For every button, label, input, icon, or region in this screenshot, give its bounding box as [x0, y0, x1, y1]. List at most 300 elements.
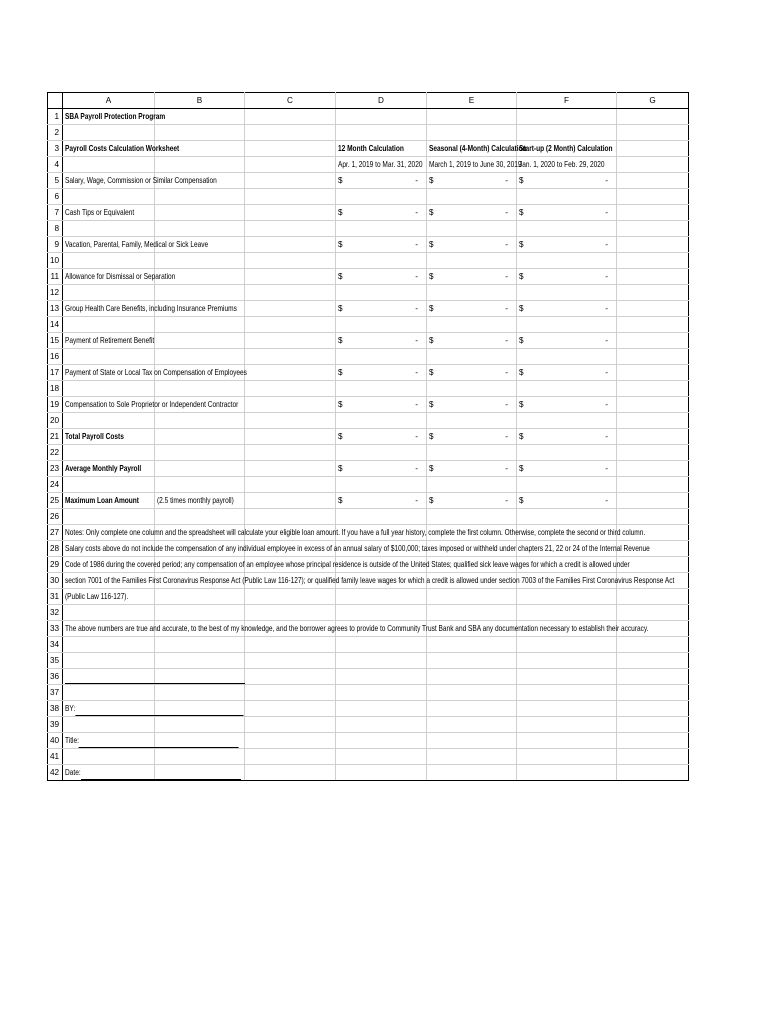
cell	[336, 397, 427, 413]
cell	[427, 349, 517, 365]
currency-value[interactable]	[338, 301, 424, 316]
amount-value: -	[605, 208, 608, 217]
cell	[336, 349, 427, 365]
row-number: 3	[48, 141, 63, 157]
calc-period-startup: Jan. 1, 2020 to Feb. 29, 2020	[519, 160, 605, 169]
cell	[63, 541, 650, 557]
currency-value[interactable]	[338, 493, 424, 508]
cell	[63, 765, 155, 781]
currency-value[interactable]	[429, 493, 514, 508]
cell	[427, 413, 517, 429]
row-number: 31	[48, 589, 63, 605]
cell	[336, 381, 427, 397]
currency-value[interactable]	[429, 173, 514, 188]
currency-symbol: $	[338, 368, 343, 377]
column-header-row	[48, 93, 689, 109]
cell	[63, 253, 155, 269]
cell	[517, 605, 617, 621]
cell	[245, 381, 336, 397]
cell	[517, 429, 617, 445]
cell	[155, 429, 245, 445]
signature-blank[interactable]	[75, 705, 243, 716]
cell	[245, 349, 336, 365]
row-number: 23	[48, 461, 63, 477]
cell	[63, 669, 155, 685]
cell	[427, 317, 517, 333]
row-number: 32	[48, 605, 63, 621]
cell	[63, 413, 155, 429]
table-row	[48, 669, 689, 685]
currency-value[interactable]	[519, 493, 614, 508]
cell	[336, 669, 427, 685]
cell	[245, 765, 336, 781]
signature-line[interactable]	[65, 701, 243, 716]
row-number: 39	[48, 717, 63, 733]
cell	[517, 157, 617, 173]
table-row	[48, 701, 689, 717]
cell	[155, 317, 245, 333]
amount-value: -	[415, 240, 418, 249]
table-row	[48, 589, 689, 605]
cell	[517, 397, 617, 413]
currency-value[interactable]	[429, 301, 514, 316]
column-header-a: A	[63, 93, 155, 109]
cell	[517, 349, 617, 365]
currency-value[interactable]	[519, 269, 614, 284]
cell	[245, 429, 336, 445]
amount-value: -	[505, 400, 508, 409]
currency-value[interactable]	[519, 429, 614, 444]
cell	[427, 733, 517, 749]
cell	[617, 365, 689, 381]
cell	[155, 189, 245, 205]
table-row	[48, 157, 689, 173]
table-row	[48, 445, 689, 461]
cell	[245, 189, 336, 205]
cell	[245, 285, 336, 301]
currency-value[interactable]	[519, 397, 614, 412]
table-row	[48, 365, 689, 381]
currency-symbol: $	[338, 400, 343, 409]
cell	[63, 589, 155, 605]
cell	[245, 749, 336, 765]
cell	[155, 477, 245, 493]
cell	[155, 637, 245, 653]
currency-value[interactable]	[429, 205, 514, 220]
cell	[617, 253, 689, 269]
cell	[336, 765, 427, 781]
cell	[336, 173, 427, 189]
row-number: 7	[48, 205, 63, 221]
currency-value[interactable]	[338, 397, 424, 412]
cell	[63, 125, 155, 141]
cell	[617, 445, 689, 461]
currency-value[interactable]	[519, 365, 614, 380]
currency-value[interactable]	[429, 269, 514, 284]
cell	[63, 733, 155, 749]
row-number: 16	[48, 349, 63, 365]
cell	[63, 157, 155, 173]
table-row	[48, 333, 689, 349]
currency-symbol: $	[429, 464, 434, 473]
cell	[336, 237, 427, 253]
currency-value[interactable]	[519, 333, 614, 348]
cell	[617, 765, 689, 781]
row-number: 15	[48, 333, 63, 349]
cell	[617, 733, 689, 749]
currency-value[interactable]	[338, 429, 424, 444]
cell	[517, 125, 617, 141]
cell	[517, 685, 617, 701]
cell	[517, 333, 617, 349]
table-row	[48, 205, 689, 221]
cell	[517, 221, 617, 237]
table-row	[48, 749, 689, 765]
amount-value: -	[605, 176, 608, 185]
cell	[155, 109, 245, 125]
cell	[336, 717, 427, 733]
signature-line[interactable]	[65, 669, 245, 684]
currency-value[interactable]	[338, 365, 424, 380]
cell	[617, 285, 689, 301]
currency-symbol: $	[429, 432, 434, 441]
signature-blank[interactable]	[65, 673, 245, 684]
table-row	[48, 493, 689, 509]
cell	[63, 189, 155, 205]
currency-value[interactable]	[429, 365, 514, 380]
signature-blank[interactable]	[79, 737, 239, 748]
cell	[336, 301, 427, 317]
row-number: 2	[48, 125, 63, 141]
cell	[245, 493, 336, 509]
cell	[155, 653, 245, 669]
cell	[155, 685, 245, 701]
column-header-g: G	[617, 93, 689, 109]
cell	[617, 669, 689, 685]
cell	[245, 509, 336, 525]
table-row	[48, 653, 689, 669]
cell	[336, 317, 427, 333]
cell	[517, 589, 617, 605]
cell	[517, 205, 617, 221]
cell	[63, 557, 630, 573]
amount-value: -	[505, 272, 508, 281]
cell	[336, 637, 427, 653]
cell	[63, 621, 649, 637]
row-number: 29	[48, 557, 63, 573]
column-header-c: C	[245, 93, 336, 109]
cell	[336, 333, 427, 349]
currency-symbol: $	[429, 208, 434, 217]
signature-label: Date:	[65, 768, 81, 777]
row-number: 17	[48, 365, 63, 381]
cell	[63, 381, 155, 397]
currency-value[interactable]	[338, 173, 424, 188]
cell	[617, 429, 689, 445]
cell	[155, 413, 245, 429]
cell	[155, 221, 245, 237]
cell	[245, 125, 336, 141]
cell	[336, 589, 427, 605]
cell	[63, 365, 247, 381]
row-number: 12	[48, 285, 63, 301]
cell	[155, 445, 245, 461]
row-number: 11	[48, 269, 63, 285]
cell	[155, 381, 245, 397]
cell	[155, 349, 245, 365]
cell	[617, 653, 689, 669]
table-row	[48, 301, 689, 317]
cell	[336, 285, 427, 301]
cell	[517, 765, 617, 781]
table-row	[48, 349, 689, 365]
cell	[336, 141, 427, 157]
note-text: Notes: Only complete one column and the spreadsheet will calculate your eligible loan amount. If you have a full year history, complete the first column. Otherwise, complete the second or third column.	[65, 528, 646, 537]
cell	[245, 701, 336, 717]
cell	[427, 221, 517, 237]
row-number: 38	[48, 701, 63, 717]
cell	[517, 253, 617, 269]
amount-value: -	[505, 176, 508, 185]
table-row	[48, 525, 689, 541]
row-number: 26	[48, 509, 63, 525]
row-number: 10	[48, 253, 63, 269]
table-row	[48, 717, 689, 733]
calc-header-seasonal: Seasonal (4-Month) Calculation	[429, 144, 527, 153]
cell	[245, 157, 336, 173]
signature-line[interactable]	[65, 733, 239, 748]
currency-value[interactable]	[338, 237, 424, 252]
currency-symbol: $	[429, 400, 434, 409]
cell	[245, 205, 336, 221]
cell	[427, 749, 517, 765]
currency-value[interactable]	[338, 269, 424, 284]
currency-value[interactable]	[519, 205, 614, 220]
cell	[336, 685, 427, 701]
cell	[155, 493, 245, 509]
note-text: (Public Law 116-127).	[65, 592, 129, 601]
cell	[63, 429, 155, 445]
table-row	[48, 605, 689, 621]
row-number: 37	[48, 685, 63, 701]
cell	[336, 253, 427, 269]
table-row	[48, 221, 689, 237]
cell	[617, 173, 689, 189]
line-item-label: Salary, Wage, Commission or Similar Compensation	[65, 176, 217, 185]
currency-symbol: $	[519, 496, 524, 505]
table-row	[48, 317, 689, 333]
cell	[617, 477, 689, 493]
row-number: 30	[48, 573, 63, 589]
cell	[617, 685, 689, 701]
row-number: 33	[48, 621, 63, 637]
row-number: 20	[48, 413, 63, 429]
cell	[427, 509, 517, 525]
cell	[155, 205, 245, 221]
worksheet-title: Payroll Costs Calculation Worksheet	[65, 144, 180, 153]
table-row	[48, 541, 689, 557]
table-row	[48, 573, 689, 589]
cell	[63, 749, 155, 765]
row-number: 6	[48, 189, 63, 205]
row-number: 9	[48, 237, 63, 253]
currency-symbol: $	[338, 496, 343, 505]
cell	[63, 637, 155, 653]
cell	[63, 653, 155, 669]
cell	[517, 461, 617, 477]
currency-value[interactable]	[429, 333, 514, 348]
currency-value[interactable]	[338, 205, 424, 220]
currency-symbol: $	[519, 336, 524, 345]
currency-symbol: $	[338, 208, 343, 217]
cell	[427, 173, 517, 189]
note-text: The above numbers are true and accurate, to the best of my knowledge, and the borrower agrees to provide to Community Trust Bank and SBA any documentation necessary to establish their accuracy.	[65, 624, 649, 633]
table-row	[48, 381, 689, 397]
cell	[427, 141, 527, 157]
cell	[617, 605, 689, 621]
amount-value: -	[605, 240, 608, 249]
cell	[63, 141, 180, 157]
row-number: 14	[48, 317, 63, 333]
currency-symbol: $	[519, 272, 524, 281]
cell	[336, 269, 427, 285]
cell	[336, 445, 427, 461]
amount-value: -	[605, 496, 608, 505]
cell	[245, 413, 336, 429]
table-row	[48, 637, 689, 653]
cell	[336, 653, 427, 669]
cell	[245, 685, 336, 701]
row-number: 27	[48, 525, 63, 541]
cell	[155, 509, 245, 525]
amount-value: -	[605, 400, 608, 409]
cell	[517, 477, 617, 493]
table-row	[48, 765, 689, 781]
currency-symbol: $	[429, 272, 434, 281]
table-row	[48, 621, 689, 637]
cell	[427, 205, 517, 221]
cell	[427, 269, 517, 285]
currency-value[interactable]	[519, 461, 614, 476]
currency-symbol: $	[338, 464, 343, 473]
cell	[155, 605, 245, 621]
cell	[427, 717, 517, 733]
cell	[617, 301, 689, 317]
cell	[427, 605, 517, 621]
cell	[63, 461, 155, 477]
amount-value: -	[505, 304, 508, 313]
cell	[245, 333, 336, 349]
cell	[245, 653, 336, 669]
currency-symbol: $	[519, 240, 524, 249]
column-header-b: B	[155, 93, 245, 109]
cell	[427, 701, 517, 717]
cell	[63, 445, 155, 461]
currency-value[interactable]	[519, 301, 614, 316]
cell	[517, 653, 617, 669]
currency-value[interactable]	[519, 237, 614, 252]
signature-blank[interactable]	[81, 769, 241, 780]
currency-symbol: $	[338, 176, 343, 185]
cell	[245, 301, 336, 317]
cell	[617, 413, 689, 429]
amount-value: -	[415, 464, 418, 473]
cell	[63, 173, 217, 189]
cell	[617, 717, 689, 733]
amount-value: -	[415, 496, 418, 505]
currency-value[interactable]	[519, 173, 614, 188]
amount-value: -	[605, 432, 608, 441]
cell	[427, 493, 517, 509]
cell	[517, 413, 617, 429]
row-number: 40	[48, 733, 63, 749]
line-item-label: Total Payroll Costs	[65, 432, 124, 441]
cell	[245, 637, 336, 653]
row-number: 28	[48, 541, 63, 557]
currency-value[interactable]	[429, 461, 514, 476]
amount-value: -	[505, 368, 508, 377]
note-text: section 7001 of the Families First Coronavirus Response Act (Public Law 116-127); or qualified family leave wages for which a credit is allowed under section 7003 of the Families First Coronavirus Response Act	[65, 576, 675, 585]
row-number: 34	[48, 637, 63, 653]
column-header-f: F	[517, 93, 617, 109]
cell	[427, 461, 517, 477]
cell	[517, 365, 617, 381]
cell	[63, 333, 155, 349]
cell	[245, 589, 336, 605]
cell	[63, 717, 155, 733]
loan-multiplier-note: (2.5 times monthly payroll)	[157, 496, 234, 505]
cell	[336, 461, 427, 477]
cell	[336, 493, 427, 509]
amount-value: -	[415, 208, 418, 217]
line-item-label: Compensation to Sole Proprietor or Independent Contractor	[65, 400, 239, 409]
cell	[336, 701, 427, 717]
line-item-label: Vacation, Parental, Family, Medical or Sick Leave	[65, 240, 209, 249]
note-text: Salary costs above do not include the compensation of any individual employee in excess of an annual salary of $100,000; taxes imposed or withheld under chapters 21, 22 or 24 of the Internal Revenue	[65, 544, 650, 553]
cell	[245, 269, 336, 285]
cell	[427, 253, 517, 269]
currency-value[interactable]	[338, 461, 424, 476]
cell	[336, 189, 427, 205]
signature-line[interactable]	[65, 765, 241, 780]
currency-value[interactable]	[429, 397, 514, 412]
cell	[517, 637, 617, 653]
cell	[617, 141, 689, 157]
cell	[427, 589, 517, 605]
currency-value[interactable]	[429, 429, 514, 444]
cell	[63, 269, 176, 285]
cell	[245, 173, 336, 189]
column-header-d: D	[336, 93, 427, 109]
cell	[617, 317, 689, 333]
table-row	[48, 125, 689, 141]
cell	[63, 221, 155, 237]
cell	[63, 285, 155, 301]
cell	[336, 109, 427, 125]
amount-value: -	[415, 400, 418, 409]
currency-value[interactable]	[338, 333, 424, 348]
cell	[617, 221, 689, 237]
cell	[517, 669, 617, 685]
note-text: Code of 1986 during the covered period; any compensation of an employee whose principal residence is outside of the United States; qualified sick leave wages for which a credit is allowed under	[65, 560, 630, 569]
currency-value[interactable]	[429, 237, 514, 252]
cell	[155, 157, 245, 173]
cell	[63, 573, 675, 589]
cell	[427, 237, 517, 253]
cell	[63, 397, 239, 413]
cell	[63, 237, 209, 253]
currency-symbol: $	[429, 176, 434, 185]
